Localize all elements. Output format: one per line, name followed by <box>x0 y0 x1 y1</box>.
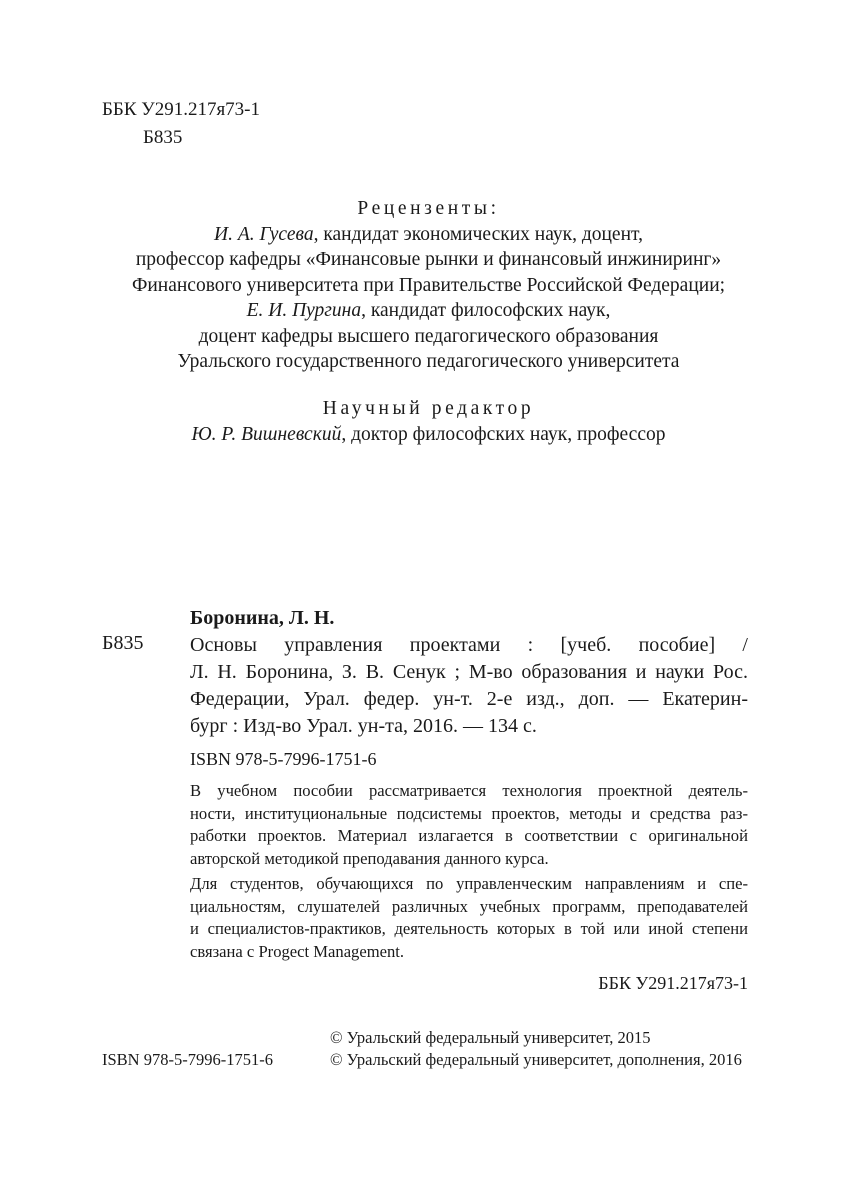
annotation-line: авторской методикой преподавания данного курса. <box>190 848 549 868</box>
description-line: бург : Изд-во Урал. ун-та, 2016. — 134 с. <box>190 715 537 737</box>
card-bbk-code: ББК У291.217я73-1 <box>598 973 748 993</box>
copyright-line-2: © Уральский федеральный университет, дополнения, 2016 <box>330 1050 742 1069</box>
annotation-paragraph-2 <box>190 873 748 963</box>
editor-heading: Научный редактор <box>322 398 535 419</box>
reviewer-2-line-2: доцент кафедры высшего педагогического образования <box>198 325 659 347</box>
author-mark: Б835 <box>143 127 183 148</box>
reviewer-2-line-1: Е. И. Пургина, кандидат философских наук, <box>246 300 611 321</box>
annotation-line: циальностям, слушателей различных учебных программ, преподавателей <box>190 896 748 916</box>
annotation-line: связана с Progect Management. <box>190 941 405 961</box>
description-line: Федерации, Урал. федер. ун-т. 2-е изд., доп. — Екатерин- <box>190 688 748 710</box>
reviewer-2-name: Е. И. Пургина <box>246 300 362 321</box>
description-line: Л. Н. Боронина, З. В. Сенук ; М-во образования и науки Рос. <box>190 661 748 683</box>
reviewers-block <box>0 196 857 375</box>
card-isbn: ISBN 978-5-7996-1751-6 <box>190 749 377 769</box>
annotation-line: Для студентов, обучающихся по управленческим направлениям и спе- <box>190 874 748 893</box>
bbk-code: ББК У291.217я73-1 <box>102 99 261 120</box>
card-index-code: Б835 <box>102 632 144 654</box>
scientific-editor-block <box>0 396 857 447</box>
annotation-paragraph-1 <box>190 780 748 870</box>
card-description <box>190 632 748 740</box>
reviewer-1-line-1: И. А. Гусева, кандидат экономических наук, доцент, <box>214 223 643 245</box>
reviewer-1-line-3: Финансового университета при Правительстве Российской Федерации; <box>131 274 726 296</box>
footer-isbn: ISBN 978-5-7996-1751-6 <box>102 1050 273 1069</box>
reviewer-1-line-2: профессор кафедры «Финансовые рынки и финансовый инжиниринг» <box>135 249 722 270</box>
card-author: Боронина, Л. Н. <box>190 607 335 629</box>
reviewers-heading: Рецензенты: <box>357 198 500 219</box>
catalog-card <box>190 605 748 994</box>
copyright-block <box>330 1027 742 1071</box>
annotation-line: и специалистов-практиков, деятельность которых в той или иной степени <box>190 919 748 938</box>
copyright-line-1: © Уральский федеральный университет, 2015 <box>330 1028 651 1047</box>
annotation-line: ности, институциональные подсистемы проектов, методы и средства раз- <box>190 803 748 823</box>
annotation-line: В учебном пособии рассматривается технология проектной деятель- <box>190 781 748 800</box>
editor-name: Ю. Р. Вишневский <box>191 423 342 445</box>
bbk-classification-block <box>102 96 260 152</box>
reviewer-2-line-3: Уральского государственного педагогического университета <box>177 351 680 372</box>
annotation-line: работки проектов. Материал излагается в соответствии с оригинальной <box>190 826 748 845</box>
reviewer-1-name: И. А. Гусева <box>214 223 314 245</box>
description-line: Основы управления проектами : [учеб. пособие] / <box>190 634 748 656</box>
editor-line: Ю. Р. Вишневский, доктор философских наук, профессор <box>191 423 666 445</box>
